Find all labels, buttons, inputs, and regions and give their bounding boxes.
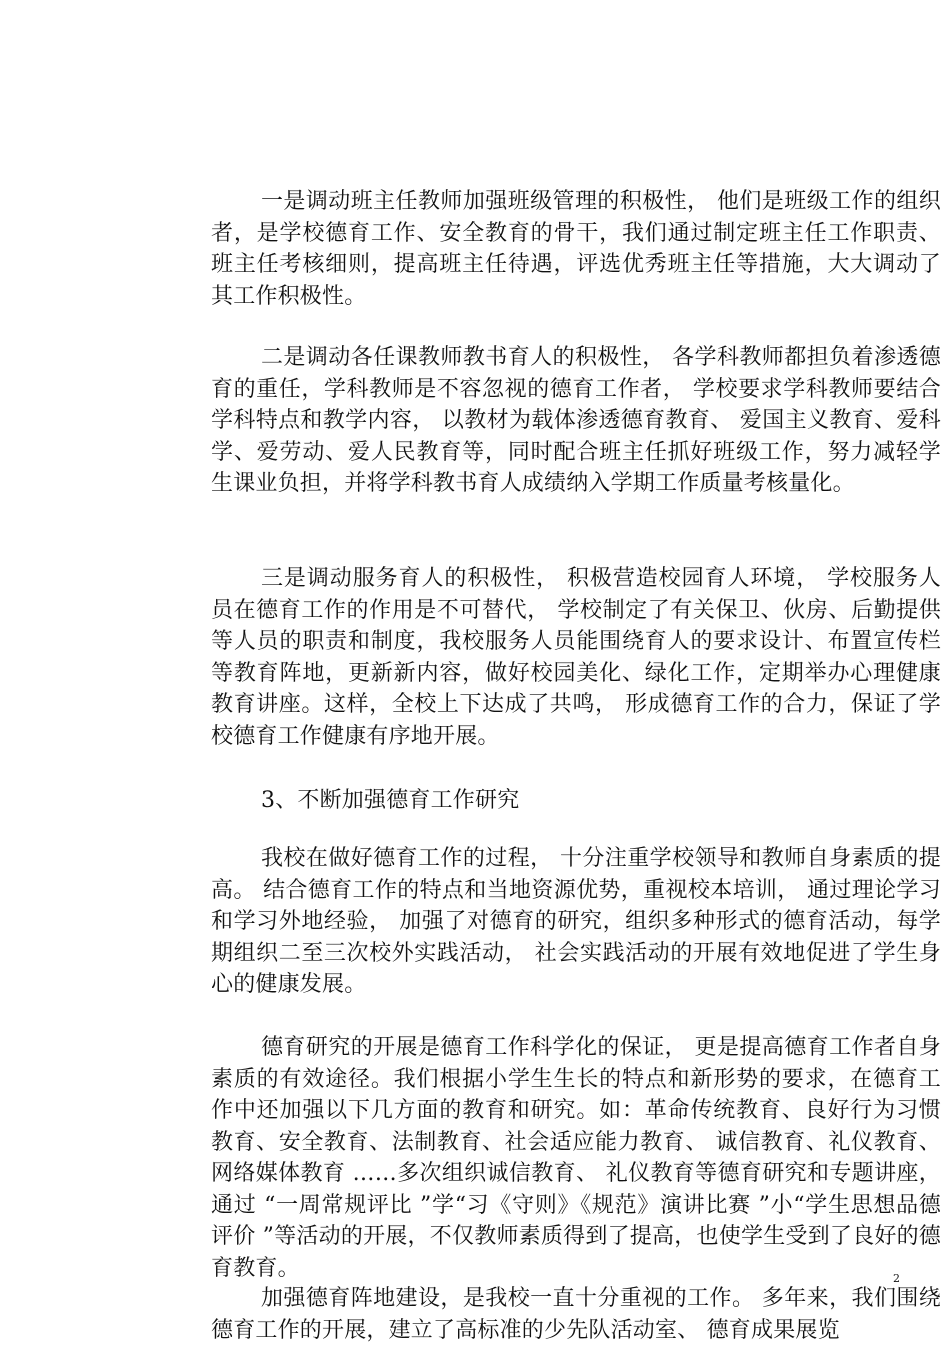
paragraph-teacher-quality: 我校在做好德育工作的过程， 十分注重学校领导和教师自身素质的提高。 结合德育工作的特点和当地资源优势，重视校本培训， 通过理论学习和学习外地经验， 加强了对德育的研究，组织多种形式的德育活动，每学期组织二至三次校外实践活动， 社会实践活动的开展有效地促进了学生身心的健康发展。 — [211, 846, 941, 997]
paragraph-subject-teacher-motivation: 二是调动各任课教师教书育人的积极性， 各学科教师都担负着渗透德育的重任，学科教师是不容忽视的德育工作者， 学校要求学科教师要结合学科特点和教学内容， 以教材为载体渗透德育教育、 爱国主义教育、爱科学、爱劳动、爱人民教育等，同时配合班主任抓好班级工作，努力减轻学生课业负担，并将学科教书育人成绩纳入学期工作质量考核量化。 — [211, 345, 941, 496]
paragraph-service-staff-motivation: 三是调动服务育人的积极性， 积极营造校园育人环境， 学校服务人员在德育工作的作用是不可替代， 学校制定了有关保卫、伙房、后勤提供等人员的职责和制度，我校服务人员能围绕育人的要求设计、布置宣传栏等教育阵地，更新新内容，做好校园美化、绿化工作，定期举办心理健康教育讲座。这样，全校上下达成了共鸣， 形成德育工作的合力，保证了学校德育工作健康有序地开展。 — [211, 566, 941, 749]
paragraph-education-base-construction: 加强德育阵地建设，是我校一直十分重视的工作。 多年来，我们围绕德育工作的开展，建立了高标准的少先队活动室、 德育成果展览 — [211, 1286, 941, 1343]
paragraph-class-teacher-motivation: 一是调动班主任教师加强班级管理的积极性， 他们是班级工作的组织者，是学校德育工作、安全教育的骨干，我们通过制定班主任工作职责、班主任考核细则，提高班主任待遇，评选优秀班主任等措施，大大调动了其工作积极性。 — [211, 189, 941, 309]
page-number: 2 — [893, 1272, 900, 1285]
section-heading-moral-education-research: 3、不断加强德育工作研究 — [261, 788, 520, 813]
paragraph-research-topics: 德育研究的开展是德育工作科学化的保证， 更是提高德育工作者自身素质的有效途径。我们根据小学生生长的特点和新形势的要求，在德育工作中还加强以下几方面的教育和研究。如：革命传统教育、良好行为习惯教育、安全教育、法制教育、社会适应能力教育、 诚信教育、礼仪教育、网络媒体教育 ……多次组织诚信教育、 礼仪教育等德育研究和专题讲座，通过 “一周常规评比 ”学“习《守则》《规范》演讲比赛 ”小“学生思想品德评价 ”等活动的开展，不仅教师素质得到了提高，也使学生受到了良好的德育教育。 — [211, 1035, 941, 1281]
